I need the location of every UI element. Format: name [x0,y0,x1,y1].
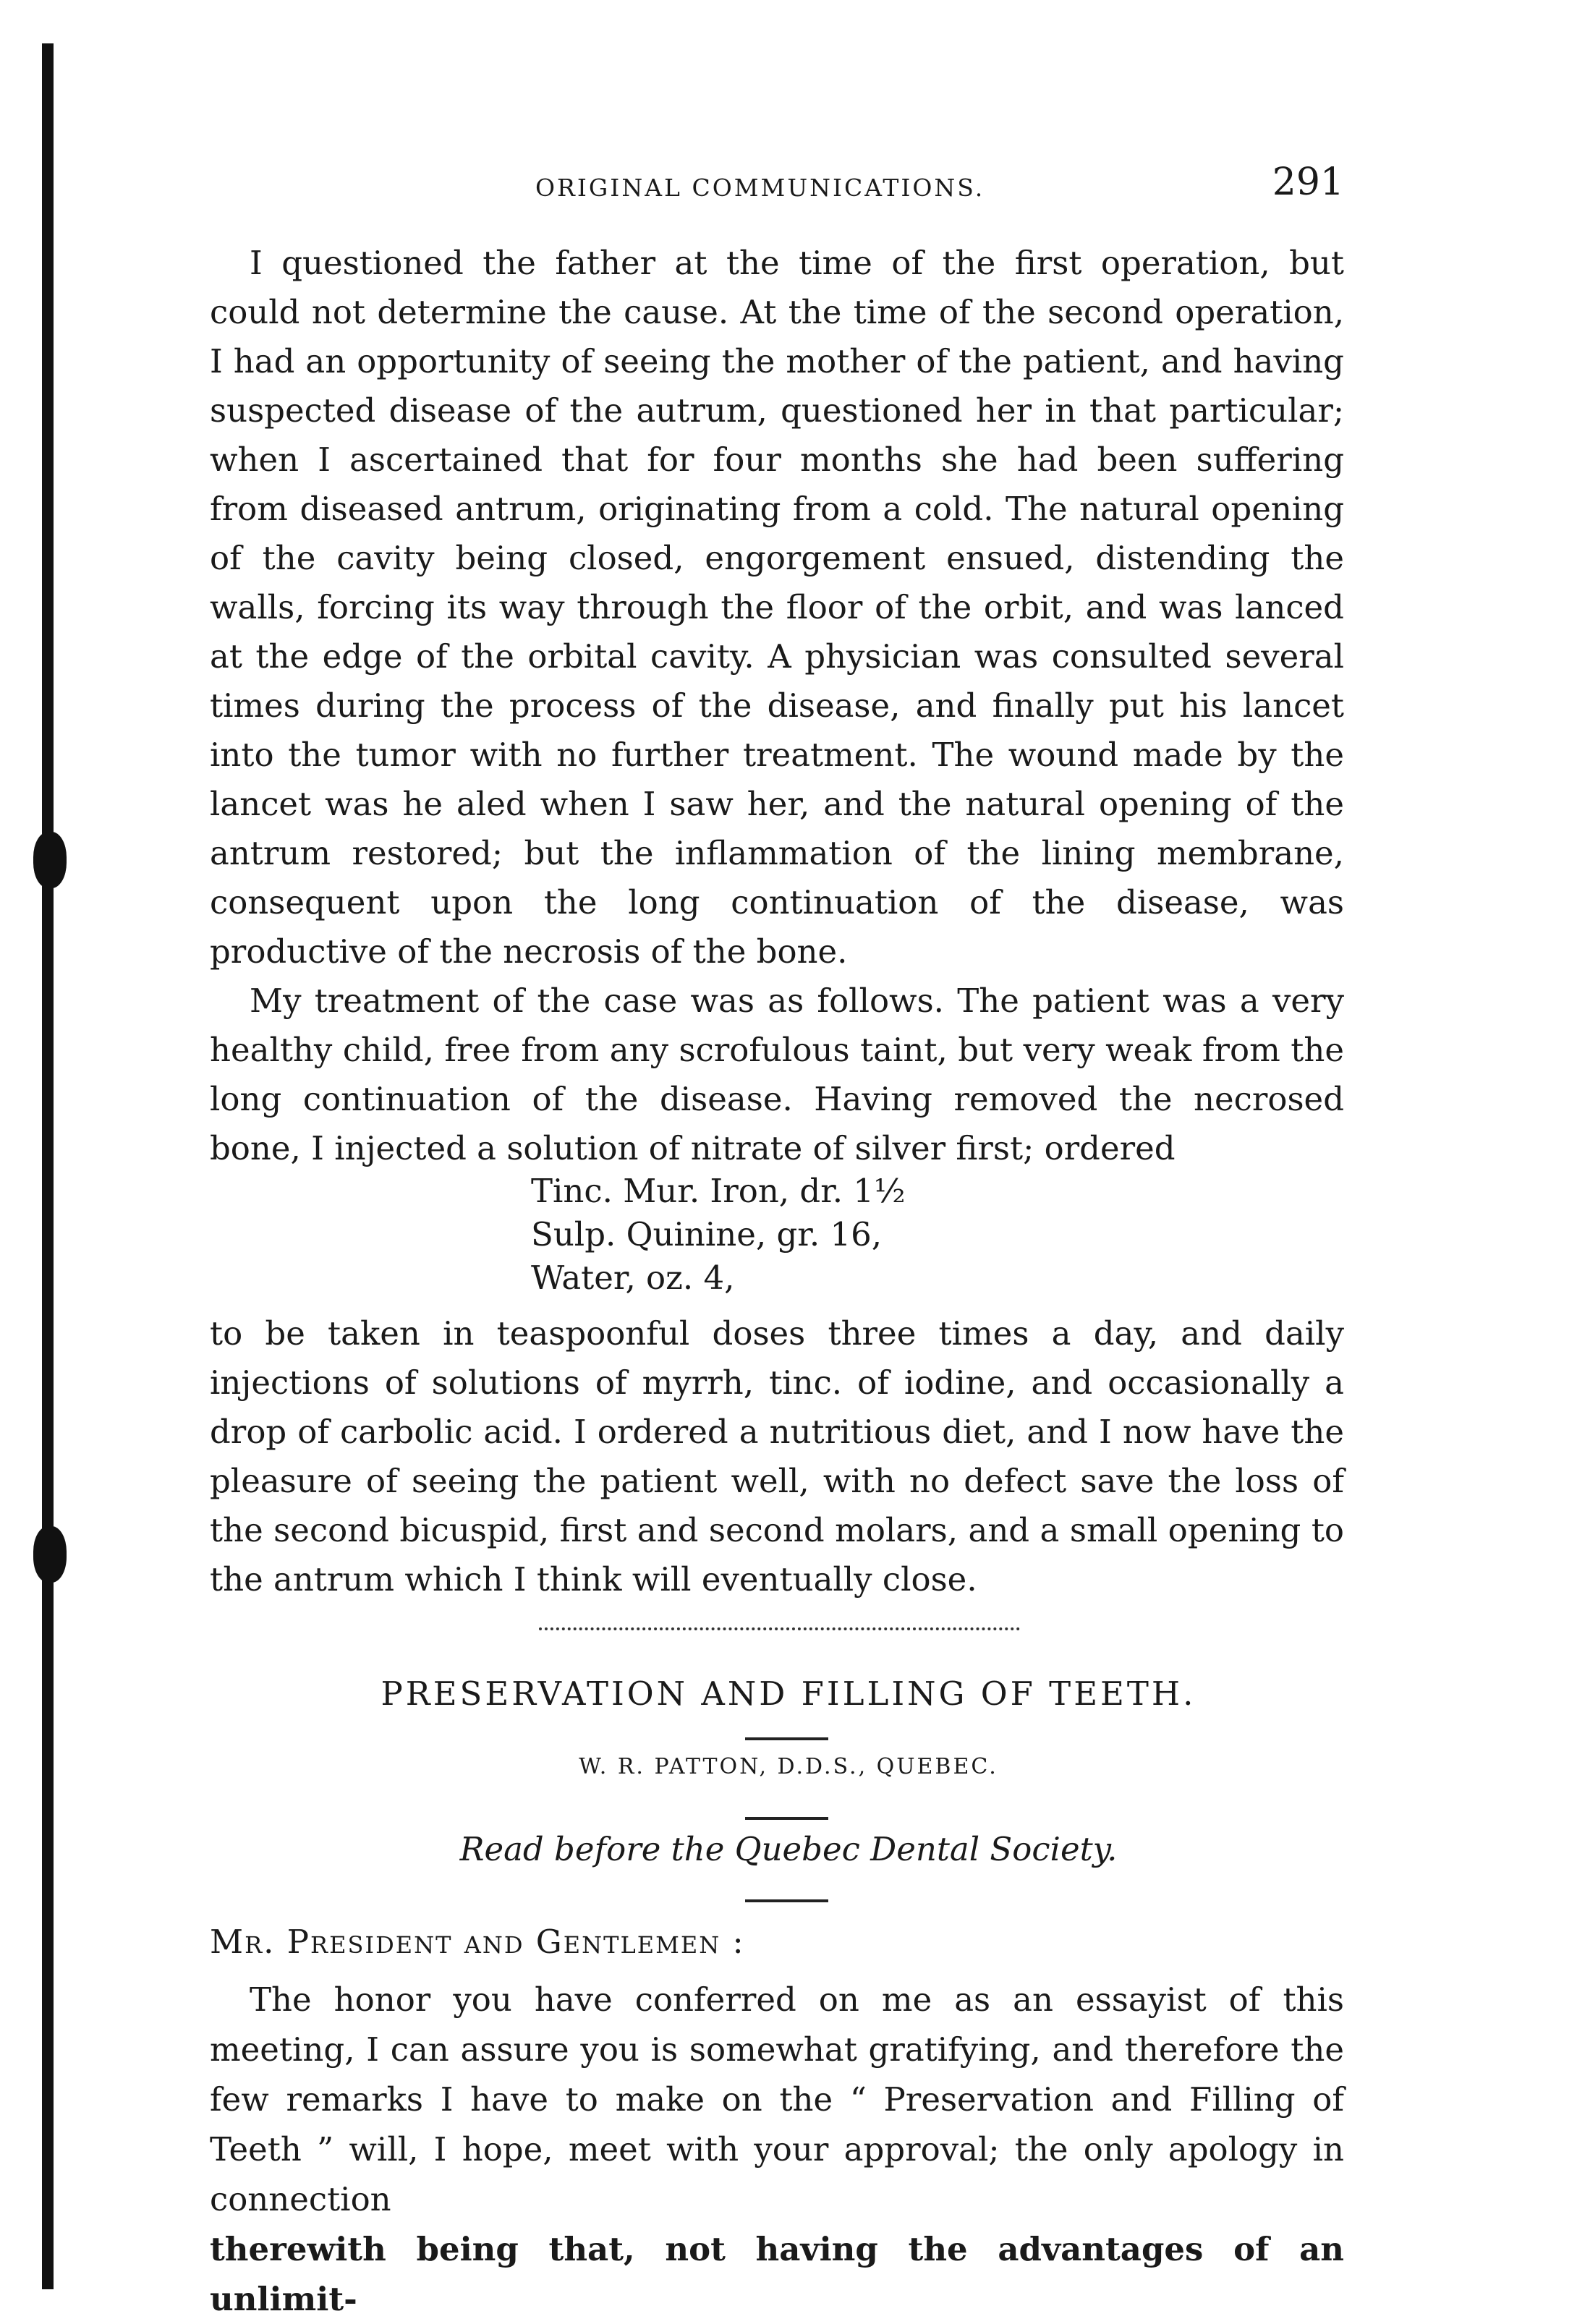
page-binding-edge [42,43,54,2289]
article-title: PRESERVATION AND FILLING OF TEETH. [381,1674,1196,1713]
speech-body [210,1975,1344,2324]
ink-blot [33,1526,67,1583]
author-rule [745,1817,828,1820]
prescription-line: Tinc. Mur. Iron, dr. 1½ [531,1172,906,1210]
paragraph: I questioned the father at the time of the first operation, but could not determine the cause. At the time of the second operation, I had an opportunity of seeing the mother of the patient, and having suspected disease of the autrum, questioned her in that particular; when I ascertained that for four months she had been suffering from diseased antrum, originating from a cold. The natural opening of the cavity being closed, engorgement ensued, distending the walls, forcing its way through the floor of the orbit, and was lanced at the edge of the orbital cavity. A physician was consulted several times during the process of the disease, and finally put his lancet into the tumor with no further treatment. The wound made by the lancet was he aled when I saw her, and the natural opening of the antrum restored; but the inflammation of the lining membrane, consequent upon the long continuation of the disease, was productive of the necrosis of the bone. [210,244,1344,971]
paragraph: My treatment of the case was as follows. The patient was a very healthy child, free from any scrofulous taint, but very weak from the long continuation of the disease. Having removed the necrosed bone, I injected a solution of nitrate of silver first; ordered [210,982,1344,1167]
read-before-note: Read before the Quebec Dental Society. [459,1830,1118,1868]
section-divider [539,1627,1020,1630]
paragraph: The honor you have conferred on me as an essayist of this meeting, I can assure you is somewhat gratifying, and therefore the few remarks I have to make on the “ Preservation and Filling of Teeth ” will, I hope, meet with your approval; the only apology in connection [210,1980,1344,2218]
article-body-continued [210,1309,1344,1604]
page-number: 291 [1272,161,1344,204]
running-head: ORIGINAL COMMUNICATIONS. [535,174,985,202]
prescription-line: Water, oz. 4, [531,1259,735,1297]
paragraph: to be taken in teaspoonful doses three times a day, and daily injections of solutions of myrrh, tinc. of iodine, and occasionally a drop of carbolic acid. I ordered a nutritious diet, and I now have the pleasure of seeing the patient well, with no defect save the loss of the second bicuspid, first and second molars, and a small opening to the antrum which I think will eventually close. [210,1314,1344,1599]
prescription-line: Sulp. Quinine, gr. 16, [531,1215,883,1253]
ink-blot [33,832,67,888]
salutation: Mr. President and Gentlemen : [210,1923,745,1961]
prescription [531,1170,906,1300]
title-rule [745,1737,828,1740]
paragraph-last-line: therewith being that, not having the advantages of an unlimit- [210,2230,1344,2318]
article-author: W. R. PATTON, D.D.S., QUEBEC. [579,1754,998,1779]
article-body-top [210,239,1344,1173]
note-rule [745,1899,828,1902]
